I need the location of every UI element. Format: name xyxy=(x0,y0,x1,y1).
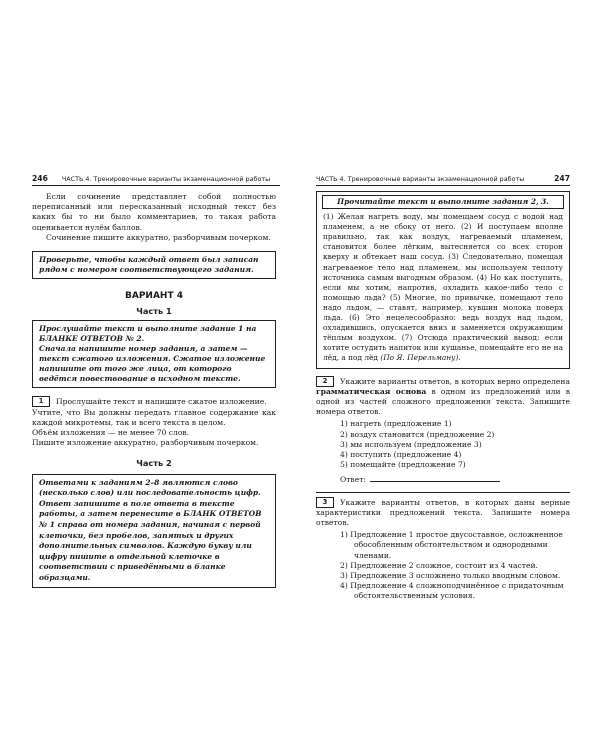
task3-option: 2) Предложение 2 сложное, состоит из 4 частей. xyxy=(340,560,538,570)
task2-answer xyxy=(316,473,570,485)
reading-passage xyxy=(316,191,570,369)
task-separator xyxy=(316,492,570,493)
task2-options xyxy=(316,419,570,470)
listen-instructions-line2: Сначала напишите номер задания, а затем — текст сжатого изложения. Сжатое изложение напишите от того же лица, от которого ведётся повествование в исходном тексте. xyxy=(39,344,266,384)
task2-option: 2) воздух становится (предложение 2) xyxy=(340,429,495,439)
task2-number: 2 xyxy=(316,376,334,387)
part2-instructions-box: Ответами к заданиям 2–8 являются слово (несколько слов) или последовательность цифр. Ответ запишите в поле ответа в тексте работы, а затем перенесите в БЛАНК ОТВЕТОВ № 1 справа от номера задания, начиная с первой клеточки, без пробелов, запятых и других дополнительных символов. Каждую букву или цифру пишите в отдельной клеточке в соответствии с приведёнными в бланке образцами. xyxy=(32,474,276,588)
task2-option: 1) нагреть (предложение 1) xyxy=(340,419,452,429)
task1-text: Прослушайте текст и напишите сжатое изложение. xyxy=(56,397,267,407)
right-column xyxy=(316,191,570,602)
task3-options xyxy=(316,530,570,601)
page-number-right: 247 xyxy=(554,174,570,183)
variant-title: ВАРИАНТ 4 xyxy=(125,291,183,302)
task3 xyxy=(316,497,570,602)
header-left: ЧАСТЬ 4. Тренировочные варианты экзаменационной работы xyxy=(61,175,271,183)
task1-line2: Учтите, что Вы должны передать главное содержание как каждой микротемы, так и всего текста в целом. xyxy=(32,407,276,427)
intro-paragraph-1: Если сочинение представляет собой полностью переписанный или пересказанный исходный текст без каких бы то ни было комментариев, то такая работа оценивается нулём баллов. xyxy=(32,192,276,232)
running-head-left xyxy=(32,172,280,186)
task1 xyxy=(32,396,276,448)
task3-text: Укажите варианты ответов, в которых даны верные характеристики предложений текста. Запишите номера ответов. xyxy=(316,497,570,527)
listen-instructions-line1: Прослушайте текст и выполните задание 1 на БЛАНКЕ ОТВЕТОВ № 2. xyxy=(39,324,257,344)
task2 xyxy=(316,376,570,486)
listen-instructions-box xyxy=(32,320,276,388)
header-right: ЧАСТЬ 4. Тренировочные варианты экзаменационной работы xyxy=(316,175,525,183)
task2-option: 5) помещайте (предложение 7) xyxy=(340,460,466,470)
task1-number: 1 xyxy=(32,396,50,407)
task2-answer-label: Ответ: xyxy=(340,475,366,485)
task2-option: 3) мы используем (предложение 3) xyxy=(340,439,482,449)
task2-text-b: в одном из предложений или в одной из частей сложного предложения текста. Запишите номера ответов. xyxy=(316,386,570,417)
task2-text-bold: грамматическая основа xyxy=(316,386,427,396)
part1-title: Часть 1 xyxy=(136,306,172,317)
task2-text-a: Укажите варианты ответов, в которых верно определена xyxy=(340,376,570,386)
intro-paragraph-2: Сочинение пишите аккуратно, разборчивым почерком. xyxy=(46,232,271,242)
passage-author: (По Я. Перельману). xyxy=(380,353,461,363)
left-column xyxy=(32,192,276,588)
task2-option: 4) поступить (предложение 4) xyxy=(340,449,462,459)
check-answers-box: Проверьте, чтобы каждый ответ был записан рядом с номером соответствующего задания. xyxy=(32,251,276,279)
running-head-right xyxy=(316,172,570,186)
page-number-left: 246 xyxy=(32,174,48,183)
task2-answer-field[interactable] xyxy=(370,473,500,482)
part2-title: Часть 2 xyxy=(136,458,172,469)
task1-line3: Объём изложения — не менее 70 слов. xyxy=(32,428,190,438)
task3-option: 4) Предложение 4 сложноподчинённое с придаточным обстоятельственным условия. xyxy=(340,581,564,601)
task3-number: 3 xyxy=(316,497,334,508)
task3-option: 1) Предложение 1 простое двусоставное, осложненное обособленным обстоятельством и однородными членами. xyxy=(340,530,563,560)
right-page xyxy=(300,0,600,750)
passage-text: (1) Желая нагреть воду, мы помещаем сосуд с водой над пламенем, а не сбоку от него. (2) И поступаем вполне правильно, так как воздух, нагреваемый пламенем, становится более лёгким, вытесняется со всех сторон кверху и обтекает наш сосуд. (3) Следовательно, помещая нагреваемое тело над пламенем, мы используем теплоту источника самым выгодным образом. (4) Но как поступить, если мы хотим, напротив, охладить какое-либо тело с помощью льда? (5) Многие, по привычке, помещают тело надо льдом, — ставят, например, кувшин молока поверх льда. (6) Это нецелесообразно: ведь воздух над льдом, охладившись, опускается вниз и заменяется окружающим тёплым воздухом. (7) Отсюда практический вывод: если хотите остудить напиток или кушанье, помещайте его не на лёд, а под лёд xyxy=(323,212,563,363)
task3-option: 3) Предложение 3 осложнено только вводным словом. xyxy=(340,570,561,580)
task1-line4: Пишите изложение аккуратно, разборчивым почерком. xyxy=(32,438,259,448)
passage-title: Прочитайте текст и выполните задания 2, 3. xyxy=(322,195,564,209)
